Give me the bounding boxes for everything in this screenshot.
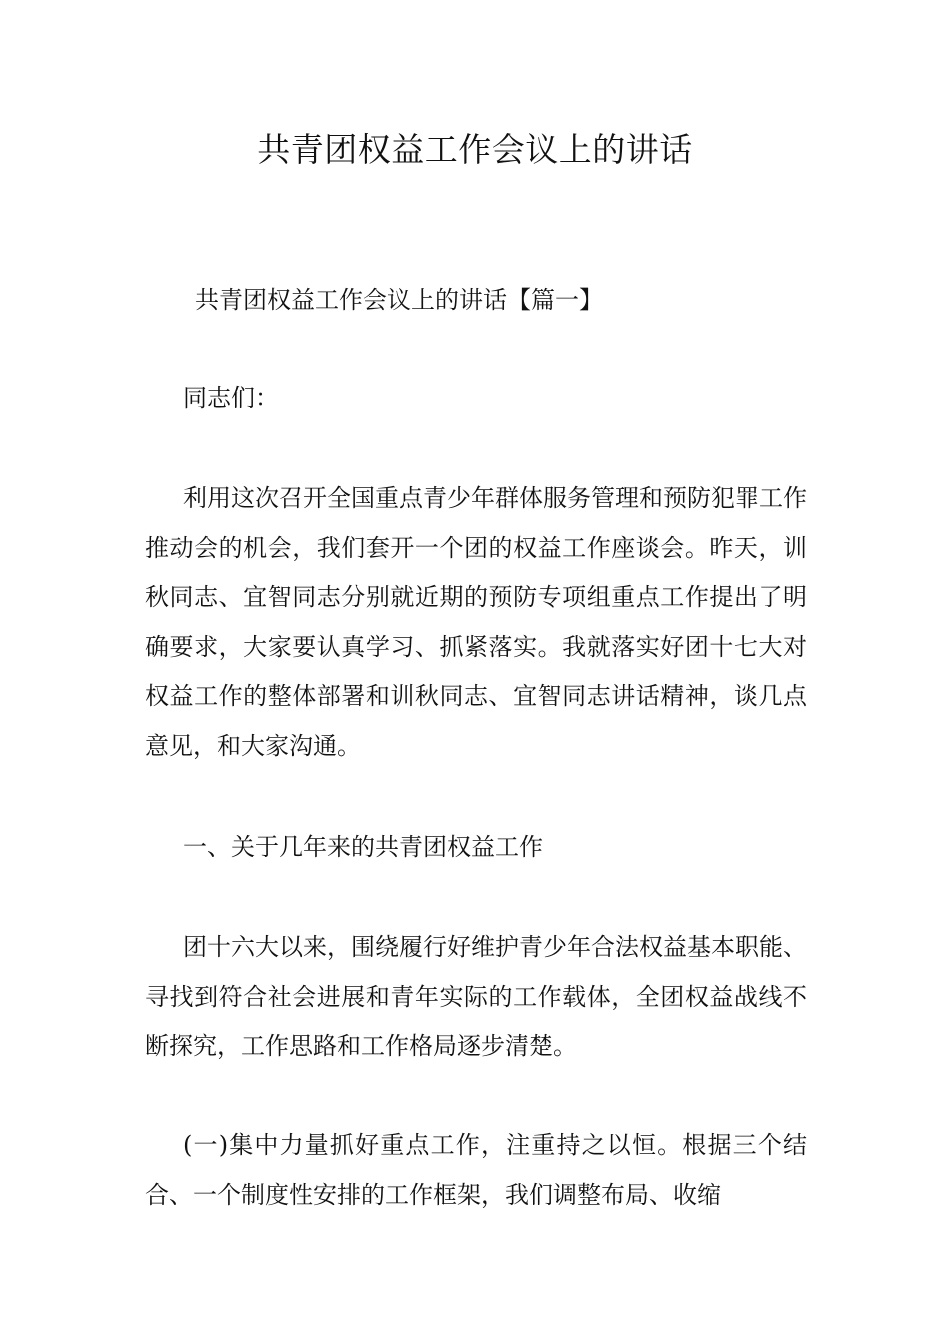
document-subtitle: 共青团权益工作会议上的讲话【篇一】 (195, 286, 603, 314)
document-title: 共青团权益工作会议上的讲话 (257, 130, 693, 169)
greeting-line: 同志们： (183, 384, 279, 412)
section-heading-1: 一、关于几年来的共青团权益工作 (183, 833, 543, 861)
paragraph-intro: 利用这次召开全国重点青少年群体服务管理和预防犯罪工作推动会的机会，我们套开一个团的权益工作座谈会。昨天，训秋同志、宜智同志分别就近期的预防专项组重点工作提出了明确要求，大家要认真学习、抓紧落实。我就落实好团十七大对权益工作的整体部署和训秋同志、宜智同志讲话精神，谈几点意见，和大家沟通。 (145, 484, 807, 760)
paragraph-section1-overview: 团十六大以来，围绕履行好维护青少年合法权益基本职能、寻找到符合社会进展和青年实际的工作载体，全团权益战线不断探究，工作思路和工作格局逐步清楚。 (145, 933, 807, 1060)
paragraph-section1-point1: (一)集中力量抓好重点工作，注重持之以恒。根据三个结合、一个制度性安排的工作框架，我们调整布局、收缩 (145, 1131, 807, 1209)
